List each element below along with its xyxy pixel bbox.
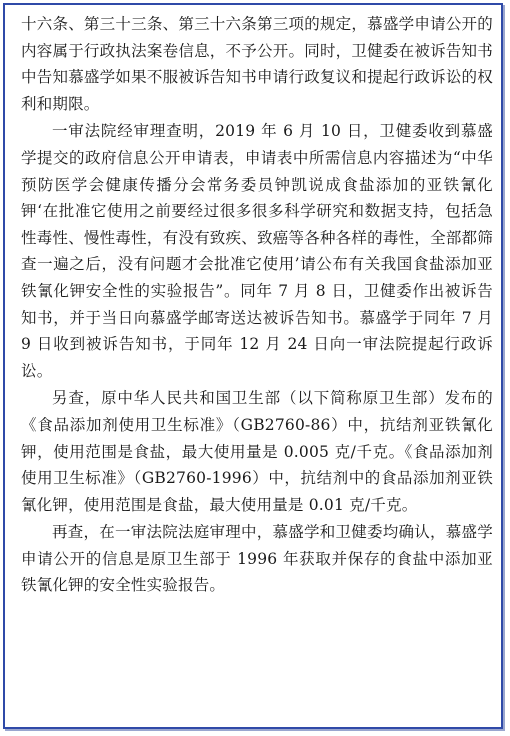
paragraph-2: 一审法院经审理查明，2019 年 6 月 10 日，卫健委收到慕盛学提交的政府信息公开申请表，申请表中所需信息内容描述为“中华预防医学会健康传播分会常务委员钟凯说成食盐添加的亚铁氰化钾‘在批准它使用之前要经过很多很多科学研究和数据支持，包括急性毒性、慢性毒性，有没有致疾、致癌等各种各样的毒性，全部都筛查一遍之后，没有问题才会批准它使用’请公布有关我国食盐添加亚铁氰化钾安全性的实验报告”。同年 7 月 8 日，卫健委作出被诉告知书，并于当日向慕盛学邮寄送达被诉告知书。慕盛学于同年 7 月 9 日收到被诉告知书，于同年 12 月 24 日向一审法院提起行政诉讼。 [21,122,493,380]
paragraph-1: 十六条、第三十三条、第三十六条第三项的规定，慕盛学申请公开的内容属于行政执法案卷信息，不予公开。同时，卫健委在被诉告知书中告知慕盛学如果不服被诉告知书申请行政复议和提起行政诉讼的权利和期限。 [21,15,493,113]
paragraph-3: 另查，原中华人民共和国卫生部（以下简称原卫生部）发布的《食品添加剂使用卫生标准》（GB2760-86）中，抗结剂亚铁氰化钾，使用范围是食盐，最大使用量是 0.005 克/千克。《食品添加剂使用卫生标准》（GB2760-1996）中，抗结剂中的食品添加剂亚铁氰化钾，使用范围是食盐，最大使用量是 0.01 克/千克。 [21,389,493,514]
document-body [21,11,493,599]
paragraph-4: 再查，在一审法院法庭审理中，慕盛学和卫健委均确认，慕盛学申请公开的信息是原卫生部于 1996 年获取并保存的食盐中添加亚铁氰化钾的安全性实验报告。 [21,523,493,595]
page-frame [3,3,503,729]
